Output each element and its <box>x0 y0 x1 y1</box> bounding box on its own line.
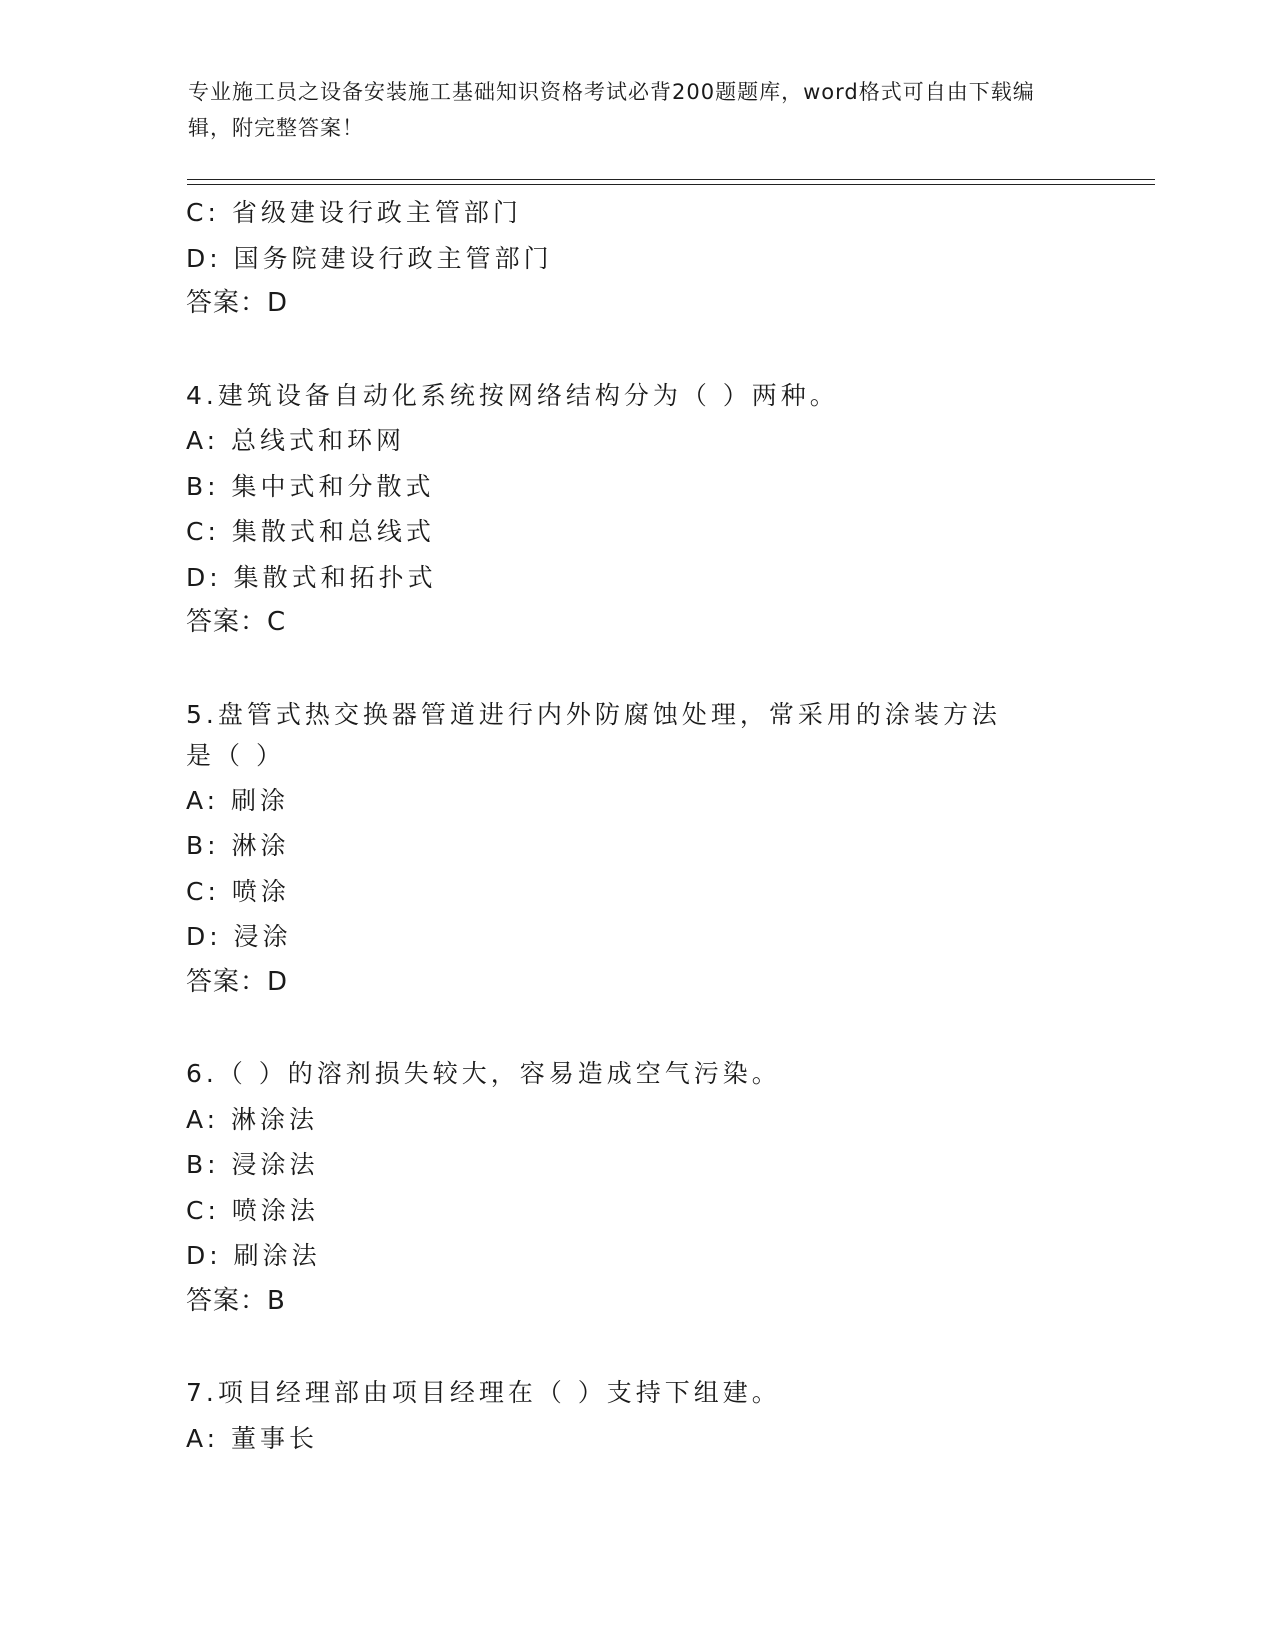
option-b: B: 淋涂 <box>186 831 290 860</box>
question-text: 4.建筑设备自动化系统按网络结构分为（ ）两种。 <box>186 380 839 410</box>
answer-line: 答案：D <box>186 288 289 318</box>
question-block-4 <box>186 373 1086 646</box>
option-c: C: 喷涂 <box>186 876 290 906</box>
question-text: 6.（ ）的溶剂损失较大，容易造成空气污染。 <box>186 1059 781 1088</box>
option-b: B: 浸涂法 <box>186 1150 319 1179</box>
answer-line: 答案：B <box>186 1285 286 1316</box>
question-block-3 <box>186 190 1086 327</box>
option-c: C: 省级建设行政主管部门 <box>186 198 522 227</box>
spacer <box>186 327 1086 373</box>
spacer <box>186 1324 1086 1370</box>
answer-line: 答案：D <box>186 966 289 997</box>
question-block-7 <box>186 1370 1086 1461</box>
option-d: D: 刷涂法 <box>186 1241 321 1270</box>
header-double-rule <box>187 179 1155 185</box>
document-header-title: 专业施工员之设备安装施工基础知识资格考试必背200题题库，word格式可自由下载编辑，附完整答案！ <box>188 80 1035 140</box>
option-a: A: 总线式和环网 <box>186 426 406 455</box>
option-c: C: 集散式和总线式 <box>186 517 435 546</box>
option-b: B: 集中式和分散式 <box>186 471 435 501</box>
option-d: D: 国务院建设行政主管部门 <box>186 243 553 273</box>
option-d: D: 浸涂 <box>186 922 292 951</box>
option-a: A: 淋涂法 <box>186 1104 319 1134</box>
option-a: A: 刷涂 <box>186 785 290 815</box>
question-list <box>186 190 1086 1461</box>
question-block-6 <box>186 1051 1086 1324</box>
question-block-5 <box>186 692 1086 1006</box>
option-a: A: 董事长 <box>186 1423 319 1453</box>
answer-line: 答案：C <box>186 607 287 637</box>
option-d: D: 集散式和拓扑式 <box>186 562 437 592</box>
spacer <box>186 1005 1086 1051</box>
spacer <box>186 646 1086 692</box>
option-c: C: 喷涂法 <box>186 1195 319 1225</box>
question-text: 5.盘管式热交换器管道进行内外防腐蚀处理，常采用的涂装方法是（ ） <box>186 699 1001 770</box>
question-text: 7.项目经理部由项目经理在（ ）支持下组建。 <box>186 1378 781 1407</box>
